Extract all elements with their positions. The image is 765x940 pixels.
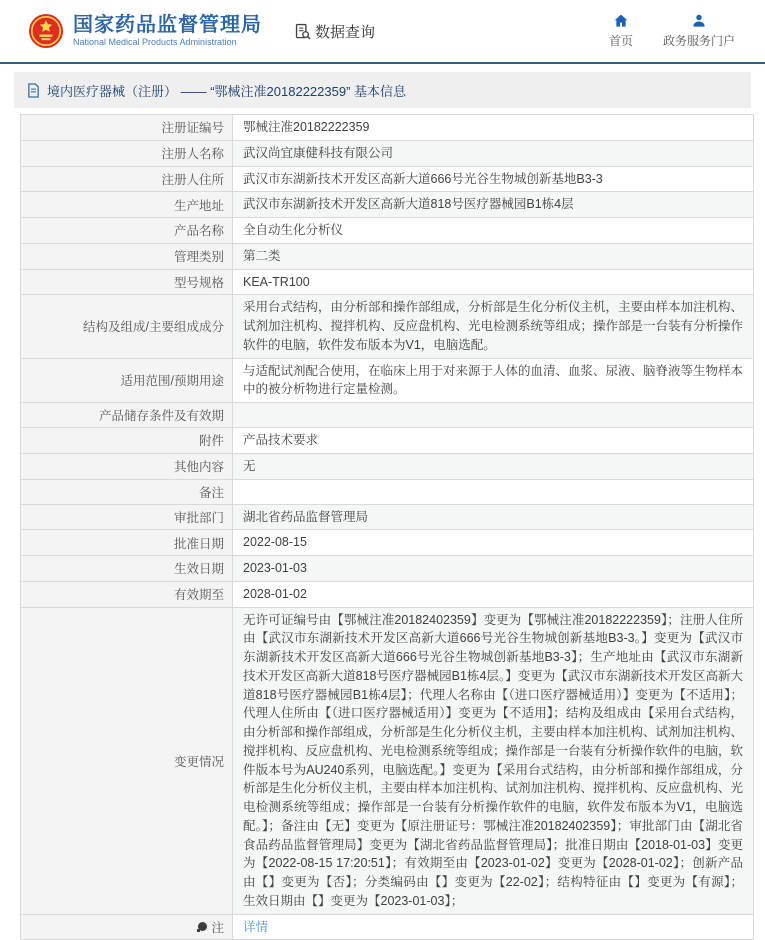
- quick-links: [609, 13, 747, 49]
- row-value-text: 采用台式结构，由分析部和操作部组成，分析部是生化分析仪主机，主要由样本加注机构、试剂加注机构、搅拌机构、反应盘机构、光电检测系统等组成；操作部是一台装有分析操作软件的电脑，软件发布版本为V1，电脑选配。: [243, 298, 743, 354]
- table-row: [21, 505, 753, 531]
- home-label: 首页: [609, 32, 633, 49]
- row-label: [21, 270, 233, 295]
- row-value-text: 武汉市东湖新技术开发区高新大道818号医疗器械园B1栋4层: [243, 195, 574, 214]
- row-label-text: 变更情况: [174, 752, 224, 770]
- row-label-text: 有效期至: [174, 585, 224, 603]
- row-label-text: 批准日期: [174, 534, 224, 552]
- row-value: [233, 556, 753, 581]
- table-row: [21, 244, 753, 270]
- row-label-text: 结构及组成/主要组成成分: [83, 317, 224, 335]
- note-icon: [198, 922, 207, 931]
- table-row: [21, 115, 753, 141]
- row-label: [21, 505, 233, 530]
- org-name-en: National Medical Products Administration: [73, 38, 262, 48]
- table-row: [21, 608, 753, 915]
- row-value: [233, 505, 753, 530]
- row-value-text: 第二类: [243, 247, 281, 266]
- row-value-text: 湖北省药品监督管理局: [243, 508, 368, 527]
- row-value: [233, 192, 753, 217]
- table-row: [21, 530, 753, 556]
- row-label-text: 产品储存条件及有效期: [99, 406, 224, 424]
- table-row: [21, 480, 753, 505]
- nmpa-logo-link[interactable]: [28, 13, 262, 49]
- table-row: [21, 141, 753, 167]
- row-value: [233, 244, 753, 269]
- row-value: [233, 295, 753, 357]
- table-row: [21, 270, 753, 296]
- table-row: [21, 403, 753, 428]
- row-label-text: 注册人名称: [161, 144, 224, 162]
- row-label: [21, 454, 233, 479]
- table-row: [21, 556, 753, 582]
- table-row: [21, 359, 753, 404]
- row-label-text: 管理类别: [174, 247, 224, 265]
- row-value-text: 无: [243, 457, 256, 476]
- row-label-text: 型号规格: [174, 273, 224, 291]
- row-value-text: 与适配试剂配合使用，在临床上用于对来源于人体的血清、血浆、尿液、脑脊液等生物样本中的被分析物进行定量检测。: [243, 362, 743, 400]
- row-value: [233, 608, 753, 914]
- table-row: [21, 295, 753, 358]
- details-link[interactable]: 详情: [243, 918, 268, 937]
- row-value-text: 2022-08-15: [243, 533, 307, 552]
- row-value: [233, 141, 753, 166]
- info-table: [20, 114, 754, 940]
- row-value: [233, 403, 753, 427]
- row-label-text: 注册证编号: [161, 118, 224, 136]
- breadcrumb-text: 境内医疗器械（注册） —— “鄂械注准20182222359” 基本信息: [47, 81, 406, 100]
- row-label-text: 产品名称: [174, 221, 224, 239]
- row-value: [233, 915, 753, 940]
- row-label: [21, 115, 233, 140]
- row-value: [233, 167, 753, 192]
- row-label: [21, 480, 233, 504]
- nav-data-query[interactable]: [294, 21, 375, 42]
- home-icon: [613, 13, 629, 29]
- portal-link[interactable]: [663, 13, 735, 49]
- row-value: [233, 359, 753, 403]
- row-value-text: KEA-TR100: [243, 273, 310, 292]
- row-label-text: 适用范围/预期用途: [121, 371, 224, 389]
- row-value-text: 2028-01-02: [243, 585, 307, 604]
- row-label-text: 生产地址: [174, 196, 224, 214]
- portal-label: 政务服务门户: [663, 32, 735, 49]
- home-link[interactable]: [609, 13, 633, 49]
- breadcrumb: [14, 72, 751, 108]
- table-row: [21, 582, 753, 608]
- row-label: [21, 167, 233, 192]
- row-label-text: 附件: [199, 431, 224, 449]
- row-value-text: 武汉市东湖新技术开发区高新大道666号光谷生物城创新基地B3-3: [243, 170, 603, 189]
- row-label: [21, 192, 233, 217]
- row-label: [21, 915, 233, 940]
- row-value: [233, 428, 753, 453]
- table-row: [21, 428, 753, 454]
- main-content: [0, 64, 765, 940]
- org-name-cn: 国家药品监督管理局: [73, 14, 262, 36]
- nav-data-query-label: 数据查询: [315, 21, 375, 42]
- row-value-text: 全自动生化分析仪: [243, 221, 343, 240]
- table-row: [21, 218, 753, 244]
- row-label-text: 生效日期: [174, 559, 224, 577]
- national-emblem-icon: [28, 13, 64, 49]
- row-value: [233, 218, 753, 243]
- table-row: [21, 454, 753, 480]
- row-label: [21, 244, 233, 269]
- table-row: [21, 167, 753, 193]
- row-value-text: 鄂械注准20182222359: [243, 118, 369, 137]
- row-label: [21, 582, 233, 607]
- row-label: [21, 556, 233, 581]
- row-label: [21, 218, 233, 243]
- row-value: [233, 115, 753, 140]
- row-label-text: 注册人住所: [161, 170, 224, 188]
- table-row: [21, 915, 753, 940]
- table-row: [21, 192, 753, 218]
- row-label: [21, 403, 233, 427]
- row-label-text: 注: [211, 918, 224, 936]
- row-label: [21, 359, 233, 403]
- row-value-text: 2023-01-03: [243, 559, 307, 578]
- row-label: [21, 295, 233, 357]
- row-label: [21, 428, 233, 453]
- row-label-text: 其他内容: [174, 457, 224, 475]
- row-label: [21, 141, 233, 166]
- document-search-icon: [294, 23, 311, 40]
- row-label: [21, 530, 233, 555]
- row-label: [21, 608, 233, 914]
- row-value: [233, 530, 753, 555]
- row-value-text: 产品技术要求: [243, 431, 318, 450]
- row-label-text: 审批部门: [174, 508, 224, 526]
- row-value: [233, 582, 753, 607]
- row-label-text: 备注: [199, 483, 224, 501]
- row-value-text: 无许可证编号由【鄂械注准20182402359】变更为【鄂械注准20182222359】；注册人住所由【武汉市东湖新技术开发区高新大道666号光谷生物城创新基地B3-3。】变更为【武汉市东湖新技术开发区高新大道666号光谷生物城创新基地B3-3】；生产地址由【武汉市东湖新技术开发区高新大道818号医疗器械园B1栋4层。】变更为【武汉市东湖新技术开发区高新大道818号医疗器械园B1栋4层】；代理人名称由【（进口医疗器械适用）】变更为【不适用】；代理人住所由【（进口医疗器械适用）】变更为【不适用】；结构及组成由【采用台式结构，由分析部和操作部组成，分析部是生化分析仪主机，主要由样本加注机构、试剂加注机构、搅拌机构、反应盘机构、光电检测系统等组成；操作部是一台装有分析操作软件的电脑，软件版本号为AU240系列，电脑选配。】变更为【采用台式结构，由分析部和操作部组成，分析部是生化分析仪主机，主要由样本加注机构、试剂加注机构、搅拌机构、反应盘机构、光电检测系统等组成；操作部是一台装有分析操作软件的电脑，软件发布版本为V1，电脑选配。】；备注由【无】变更为【原注册证号：鄂械注准20182402359】；审批部门由【湖北省食品药品监督管理局】变更为【湖北省药品监督管理局】；批准日期由【2018-01-03】变更为【2022-08-15 17:20:51】；有效期至由【2023-01-02】变更为【2028-01-02】；创新产品由【】变更为【否】；分类编码由【】变更为【22-02】；结构特征由【】变更为【有源】；生效日期由【】变更为【2023-01-03】；: [243, 611, 743, 911]
- row-value: [233, 480, 753, 504]
- row-value: [233, 454, 753, 479]
- document-icon: [27, 83, 40, 98]
- row-value: [233, 270, 753, 295]
- org-names: [73, 14, 262, 48]
- site-header: [0, 0, 765, 62]
- row-value-text: 武汉尚宜康健科技有限公司: [243, 144, 393, 163]
- user-icon: [691, 13, 707, 29]
